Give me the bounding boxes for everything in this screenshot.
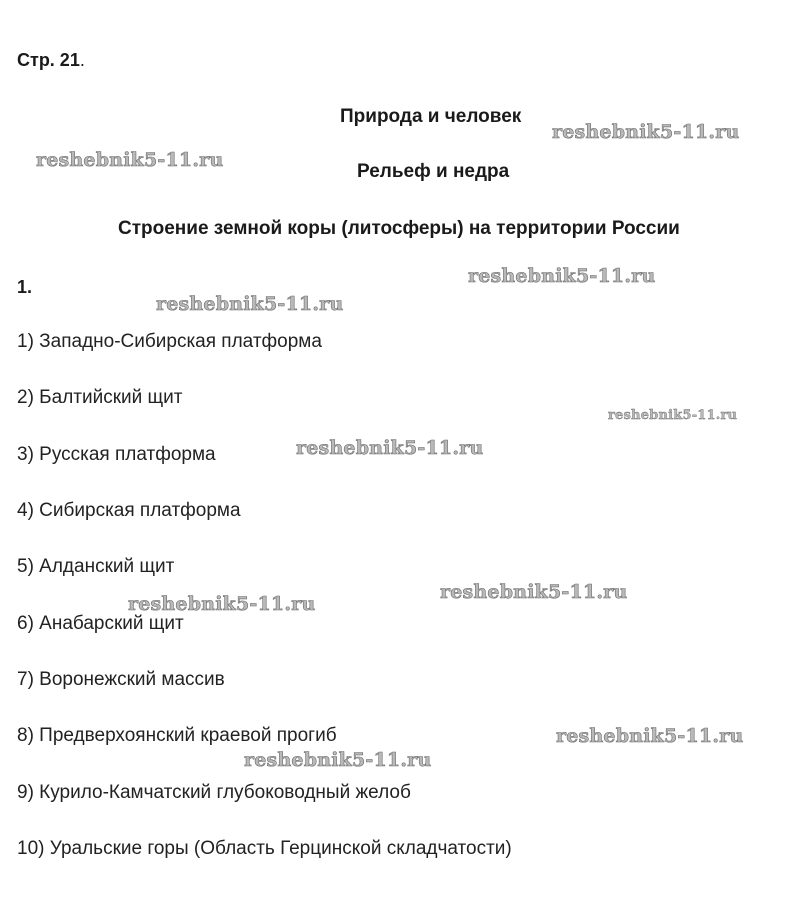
answer-item-3: 3) Русская платформа bbox=[17, 444, 216, 465]
task-number: 1. bbox=[17, 277, 33, 297]
answer-item-2: 2) Балтийский щит bbox=[17, 387, 183, 408]
watermark: reshebnik5-11.ru bbox=[552, 121, 740, 143]
answer-item-4: 4) Сибирская платформа bbox=[17, 500, 241, 521]
watermark: reshebnik5-11.ru bbox=[608, 408, 738, 423]
watermark: reshebnik5-11.ru bbox=[128, 593, 316, 615]
answer-item-9: 9) Курило-Камчатский глубоководный желоб bbox=[17, 782, 411, 803]
watermark: reshebnik5-11.ru bbox=[468, 265, 656, 287]
watermark: reshebnik5-11.ru bbox=[296, 437, 484, 459]
topic-heading: Рельеф и недра bbox=[357, 161, 510, 182]
watermark: reshebnik5-11.ru bbox=[156, 293, 344, 315]
watermark: reshebnik5-11.ru bbox=[440, 581, 628, 603]
section-heading: Природа и человек bbox=[340, 106, 522, 127]
watermark: reshebnik5-11.ru bbox=[244, 749, 432, 771]
answer-item-5: 5) Алданский щит bbox=[17, 556, 175, 577]
watermark: reshebnik5-11.ru bbox=[36, 149, 224, 171]
watermark: reshebnik5-11.ru bbox=[556, 725, 744, 747]
page-reference bbox=[17, 50, 85, 71]
page-reference-label: Стр. 21 bbox=[17, 50, 80, 70]
answer-item-1: 1) Западно-Сибирская платформа bbox=[17, 331, 322, 352]
answer-item-10: 10) Уральские горы (Область Герцинской складчатости) bbox=[17, 838, 512, 859]
answer-item-8: 8) Предверхоянский краевой прогиб bbox=[17, 725, 337, 746]
answer-item-7: 7) Воронежский массив bbox=[17, 669, 225, 690]
page-reference-dot: . bbox=[79, 50, 85, 70]
subtopic-heading: Строение земной коры (литосферы) на территории России bbox=[118, 218, 680, 239]
answer-item-6: 6) Анабарский щит bbox=[17, 613, 184, 634]
